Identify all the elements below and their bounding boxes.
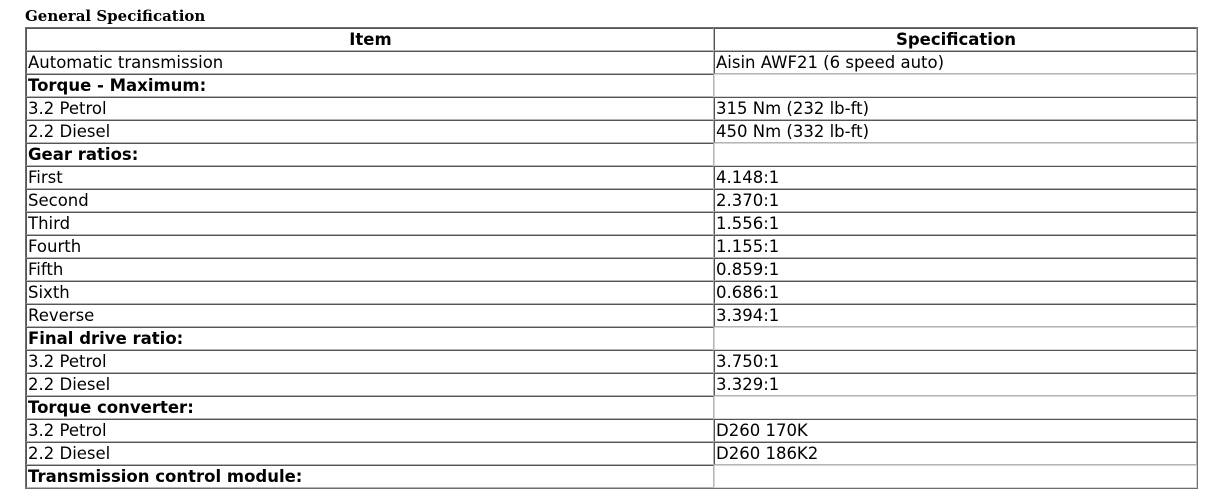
specification-cell [714, 396, 1197, 419]
item-cell: 2.2 Diesel [26, 442, 714, 465]
specification-cell [714, 465, 1197, 488]
table-section-row [26, 143, 1197, 166]
table-row [26, 419, 1197, 442]
table-row [26, 166, 1197, 189]
section-heading-cell: Final drive ratio: [26, 327, 714, 350]
item-cell: Second [26, 189, 714, 212]
table-row [26, 304, 1197, 327]
table-section-row [26, 74, 1197, 97]
specification-cell: 450 Nm (332 lb-ft) [714, 120, 1197, 143]
item-cell: Fifth [26, 258, 714, 281]
table-row [26, 120, 1197, 143]
item-cell: Reverse [26, 304, 714, 327]
table-row [26, 442, 1197, 465]
specification-cell: 3.329:1 [714, 373, 1197, 396]
item-cell: 3.2 Petrol [26, 350, 714, 373]
table-row [26, 212, 1197, 235]
specification-cell: 1.556:1 [714, 212, 1197, 235]
table-header-row [26, 28, 1197, 51]
item-cell: 2.2 Diesel [26, 373, 714, 396]
table-row [26, 281, 1197, 304]
item-cell: 3.2 Petrol [26, 419, 714, 442]
specification-cell: 315 Nm (232 lb-ft) [714, 97, 1197, 120]
specification-cell [714, 327, 1197, 350]
specification-cell [714, 143, 1197, 166]
item-cell: Fourth [26, 235, 714, 258]
table-row [26, 189, 1197, 212]
section-heading-cell: Torque converter: [26, 396, 714, 419]
document-title: General Specification [25, 7, 206, 25]
specification-cell [714, 74, 1197, 97]
table-section-row [26, 396, 1197, 419]
item-cell: First [26, 166, 714, 189]
table-section-row [26, 327, 1197, 350]
table-body [26, 51, 1197, 488]
specification-cell: 2.370:1 [714, 189, 1197, 212]
table-row [26, 258, 1197, 281]
section-heading-cell: Torque - Maximum: [26, 74, 714, 97]
specification-cell: 3.750:1 [714, 350, 1197, 373]
item-cell: 3.2 Petrol [26, 97, 714, 120]
table-row [26, 97, 1197, 120]
section-heading-cell: Gear ratios: [26, 143, 714, 166]
table-row [26, 51, 1197, 74]
specification-cell: 4.148:1 [714, 166, 1197, 189]
specification-cell: 0.859:1 [714, 258, 1197, 281]
item-cell: Sixth [26, 281, 714, 304]
general-specification-table [25, 27, 1198, 489]
table-row [26, 373, 1197, 396]
item-cell: Third [26, 212, 714, 235]
table-section-row [26, 465, 1197, 488]
column-header-specification: Specification [714, 28, 1197, 51]
specification-cell: D260 186K2 [714, 442, 1197, 465]
item-cell: Automatic transmission [26, 51, 714, 74]
column-header-item: Item [26, 28, 714, 51]
specification-cell: D260 170K [714, 419, 1197, 442]
section-heading-cell: Transmission control module: [26, 465, 714, 488]
specification-cell: 3.394:1 [714, 304, 1197, 327]
specification-cell: 1.155:1 [714, 235, 1197, 258]
item-cell: 2.2 Diesel [26, 120, 714, 143]
specification-cell: 0.686:1 [714, 281, 1197, 304]
table-row [26, 350, 1197, 373]
specification-cell: Aisin AWF21 (6 speed auto) [714, 51, 1197, 74]
table-row [26, 235, 1197, 258]
